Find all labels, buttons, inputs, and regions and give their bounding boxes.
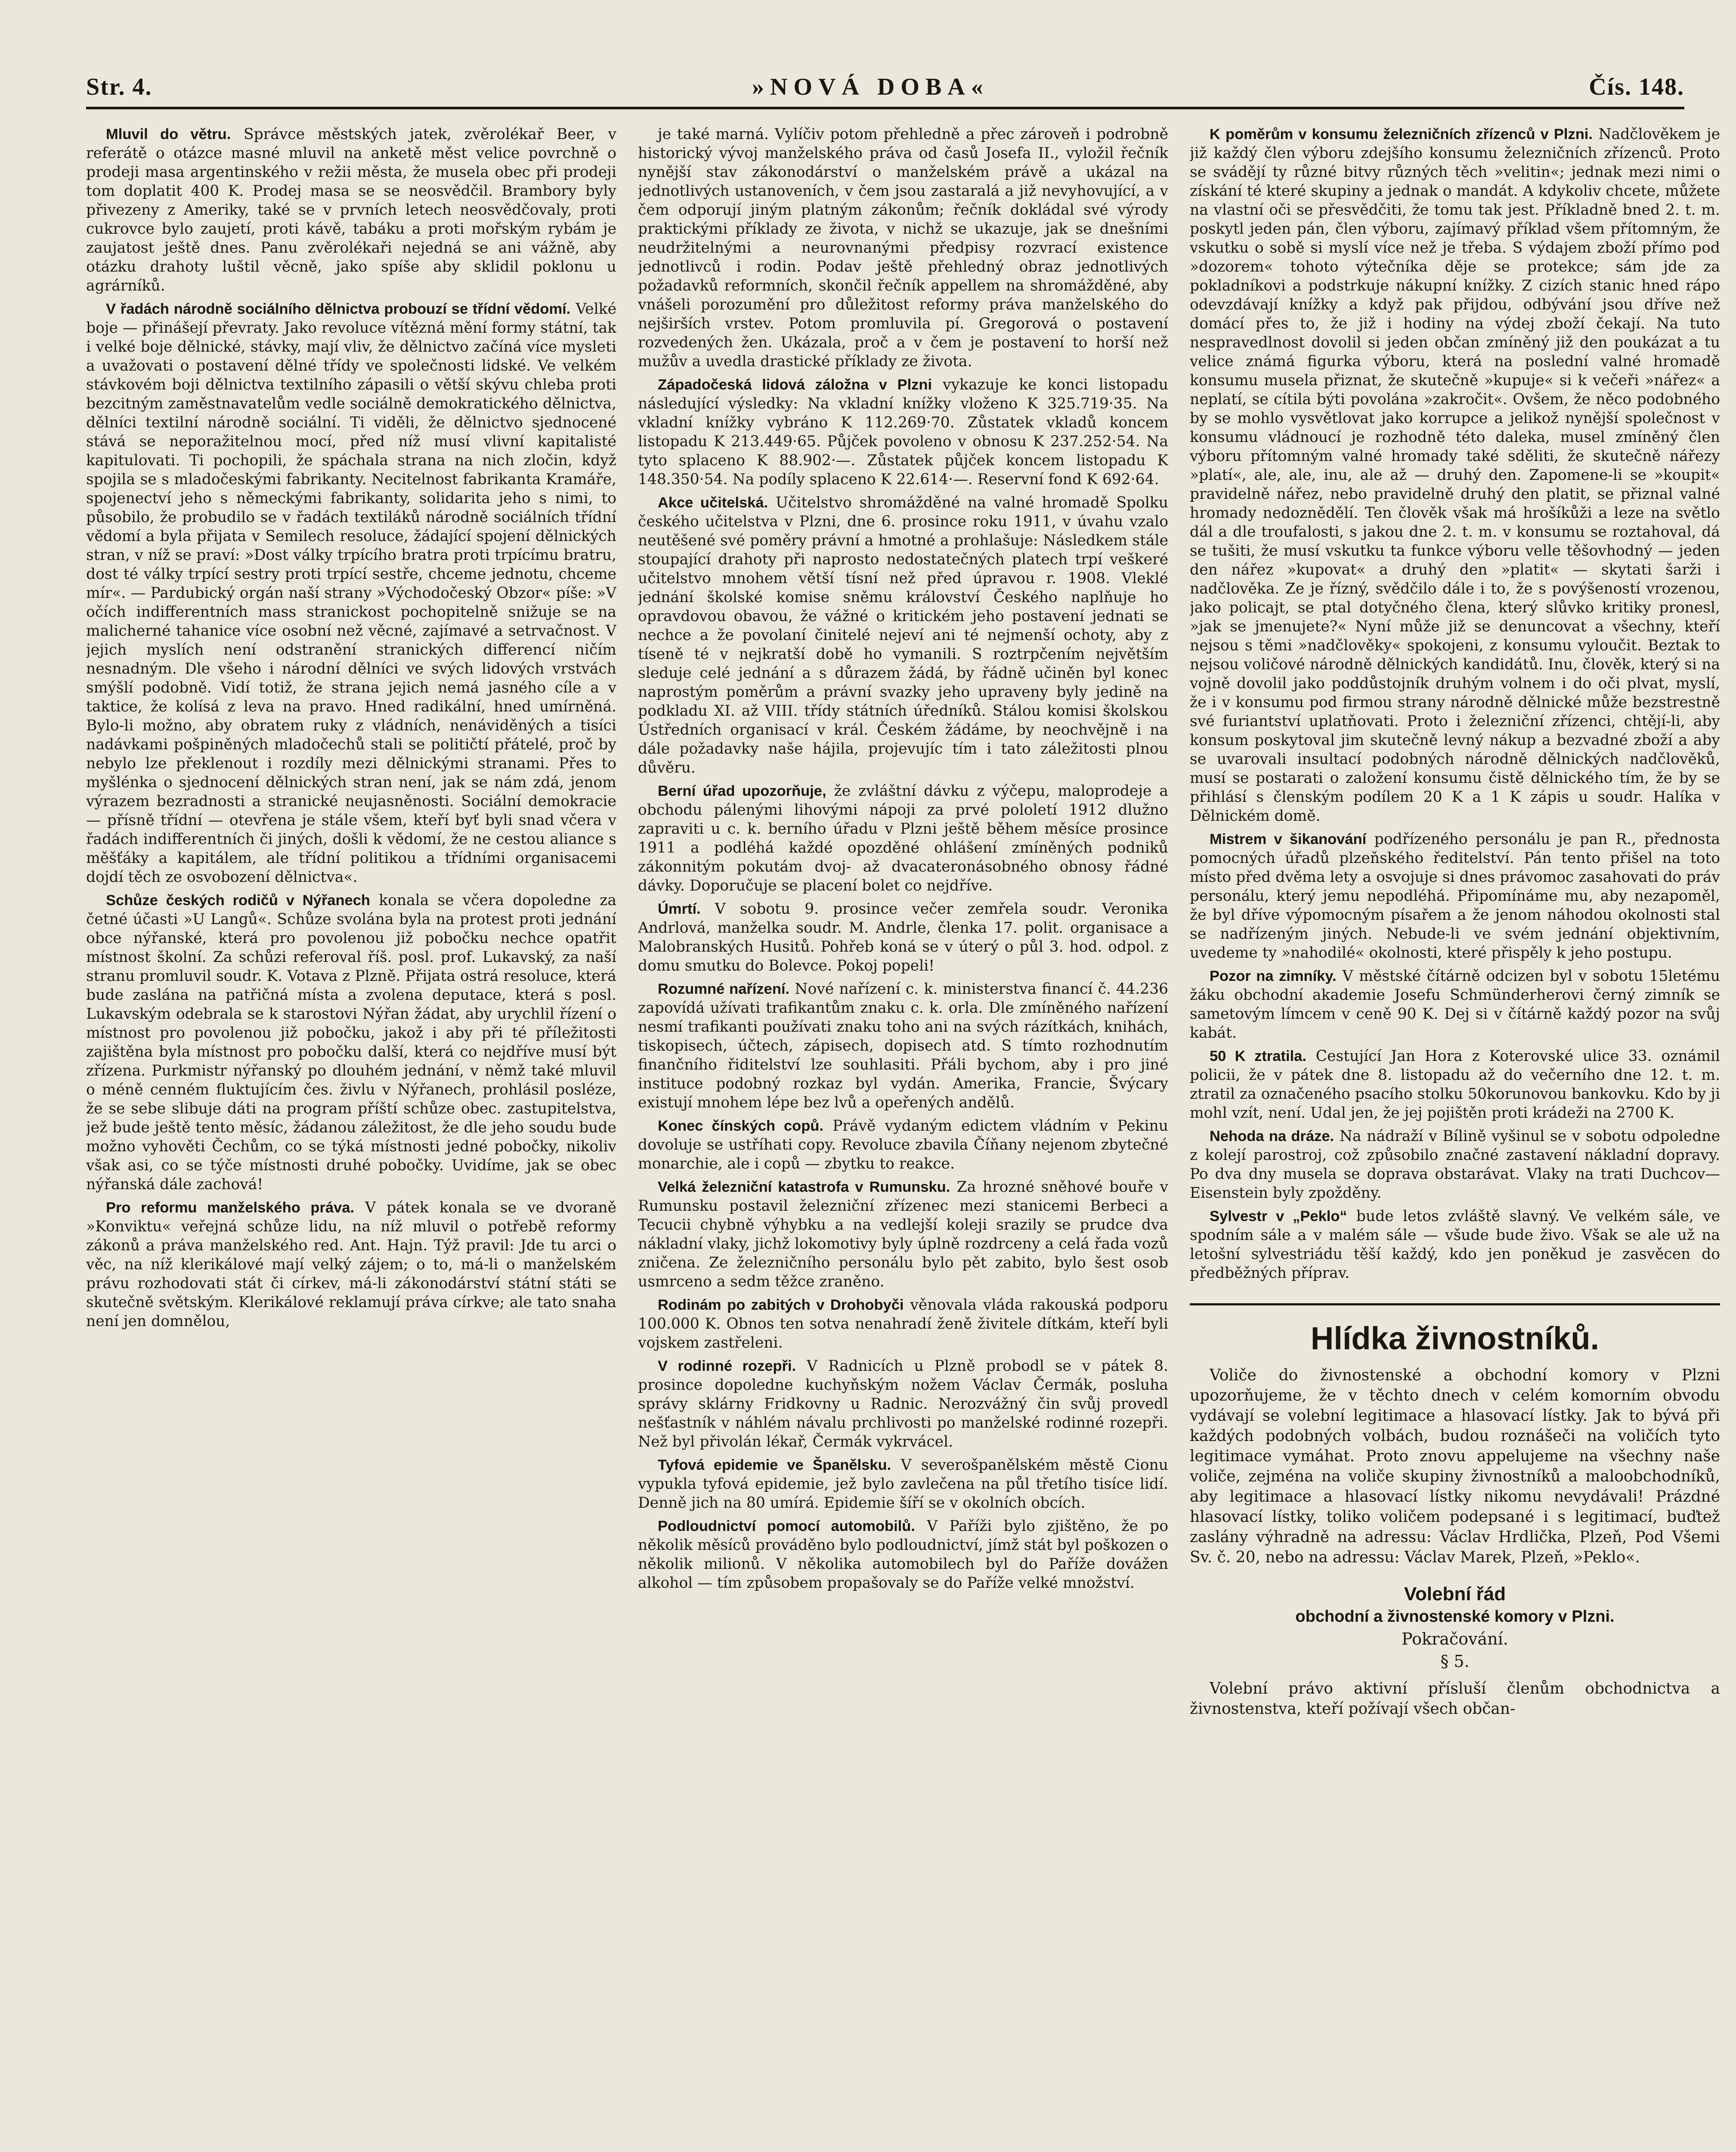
article-paragraph xyxy=(1190,1047,1720,1122)
article-text: bude letos zvláště slavný. Ve velkém sále, ve spodním sále a v malém sále — všude bude živo. Však se ale už na letošní sylvestriádu těší každý, kdo jen poněkud je zasvěcen do předběžných příprav. xyxy=(1190,1208,1720,1282)
article-text: Nové nařízení c. k. ministerstva financí č. 44.236 zapovídá užívati trafikantům znaku c. k. orla. Dle zmíněného nařízení nesmí trafikanti používati znaku toho ani na svých rázítkách, knihách, tiskopisech, účtech, zápisech, dopisech atd. S tímto rozhodnutím finančního řiditelství lze souhlasiti. Přáli bychom, aby i pro jiné instituce podobný rozkaz byl vydán. Amerika, Francie, Švýcary existují mnohem lépe bez lvů a opeřených andělů. xyxy=(638,980,1168,1111)
page-number: Str. 4. xyxy=(86,74,152,100)
article-text: Na nádraží v Bílině vyšinul se v sobotu odpoledne z kolejí parostroj, což způsobilo značné zastavení nákladní dopravy. Po dva dny musela se doprava obstarávat. Vlaky na trati Duchcov—Eisenstein byly zpožděny. xyxy=(1190,1128,1720,1202)
article-text: V Radnicích u Plzně probodl se v pátek 8. prosince dopoledne kuchyňským nožem Václav Čermák, posluha správy sklárny Fridkovny u Radnic. Nerozvážný čin svůj provedl nešťastník v náhlém návalu prchlivosti po manželské rodinné rozepři. Než byl přivolán lékař, Čermák vykrvácel. xyxy=(638,1357,1168,1450)
article-paragraph xyxy=(638,1116,1168,1173)
article-paragraph xyxy=(1190,125,1720,826)
article-heading: Mistrem v šikanování xyxy=(1210,831,1367,847)
section-title: Hlídka živnostníků. xyxy=(1190,1303,1720,1357)
article-paragraph xyxy=(638,1178,1168,1291)
column-3 xyxy=(1190,125,1720,2152)
article-paragraph xyxy=(638,1456,1168,1512)
article-paragraph xyxy=(1190,830,1720,962)
article xyxy=(1190,1207,1720,1283)
article-paragraph xyxy=(638,375,1168,489)
section-body xyxy=(1190,1365,1720,1568)
article xyxy=(86,891,616,1194)
article-paragraph xyxy=(638,1296,1168,1352)
article xyxy=(1190,1127,1720,1203)
order-subtitle: obchodní a živnostenské komory v Plzni. xyxy=(1295,1608,1615,1626)
article-paragraph xyxy=(638,125,1168,371)
article-heading: V řadách národně sociálního dělnictva probouzí se třídní vědomí. xyxy=(106,301,571,317)
article-heading: Schůze českých rodičů v Nýřanech xyxy=(106,892,371,909)
article xyxy=(86,125,616,295)
order-body xyxy=(1190,1679,1720,1719)
article-text: V Paříži bylo zjištěno, že po několik měsíců prováděno bylo podloudnictví, jímž stát byl poškozen o několik milionů. V několika automobilech byl do Paříže dovážen alkohol — tím způsobem propašovaly se do Paříže velké množství. xyxy=(638,1518,1168,1592)
article-heading: Pro reformu manželského práva. xyxy=(106,1200,355,1216)
column-1 xyxy=(86,125,616,2152)
article-text: Správce městských jatek, zvěrolékař Beer, v referátě o otázce masné mluvil na anketě měst velice povrchně o prodeji masa argentinského v režii města, že musela obec při prodeji tom doplatit 400 K. Prodej masa se se neosvědčil. Brambory byly přivezeny z Ameriky, také se v prvních letech neosvědčovaly, proti cukrovce bylo zaujetí, proti kávě, tabáku a proti mořským rybám je zaujatost ještě dnes. Panu zvěrolékaři nejedná se ani vážně, aby otázku drahoty luštil věcně, jako spíše aby sklidil poklonu u agrárníků. xyxy=(86,126,616,294)
article-text: Velké boje — přinášejí převraty. Jako revoluce vítězná mění formy státní, tak i velké boje dělnické, stávky, mají vliv, že dělnictvo začíná více mysleti a uvažovati o postavení dělné třídy ve společnosti lidské. Ve velkém stávkovém boji dělnictva textilního zápasili o větší skývu chleba proti bezcitným zaměstnavatelům vedle sociálně demokratického dělnictva, dělníci textilní národně sociální. Ti viděli, že dělnictvo sjednocené stává se neporažitelnou mocí, před níž musí vlivní kapitalisté kapitulovati. Ti pochopili, že spáchala strana na nich zločin, když spojila se s mladočeskými fabrikanty. Necitelnost fabrikanta Kramáře, spojenectví jeho s německými fabrikanty, solidarita jeho s nimi, to působilo, že probudilo se v řadách textiláků národně sociálních třídní vědomí a byla přijata v Semilech resoluce, žádající spojení dělnických stran, v níž se praví: »Dost války trpícího bratra proti trpícímu bratru, dost té války trpící sestry proti trpící sestře, chceme jednotu, chceme mír«. — Pardubický orgán naší strany »Východočeský Obzor« píše: »V očích indifferentních mass stranickost pochopitelně snižuje se na malicherné tahanice více osobní než věcné, zajímavé a setrvačnost. V jejich myslích není odstranění stranických differencí ničím nesnadným. Dle všeho i národní dělníci ve svých lidových vrstvách smýšlí podobně. Vidí totiž, že strana jejich nemá jasného cíle a v taktice, že kolísá z leva na pravo. Hned radikální, hned umírněná. Bylo-li možno, aby obratem ruky z vládních, nenáviděných a tisíci nadávkami pošpiněných mladočechů stali se političtí přátelé, proč by nebylo lze překlenout i rozdíly mezi dělnickými stranami. Přes to myšlénka o sjednocení dělnických stran není, jak se nám zdá, jenom výrazem bezradnosti a stranické neujasněnosti. Sociální demokracie — přísně třídní — otevřena je stále všem, kteří byť byli snad včera v řadách indifferentních či jiných, došli k vědomí, že ne cestou aliance s měšťáky a kapitálem, ale třídní politikou a třídními organisacemi dojdí těch ze osvobození dělnictva«. xyxy=(86,300,616,886)
article xyxy=(86,1198,616,1331)
article-text: že zvláštní dávku z výčepu, maloprodeje a obchodu pálenými lihovými nápoji za prvé pololetí 1912 dlužno zapraviti u c. k. berního úřadu v Plzni ještě během měsíce prosince 1911 a podléhá každé opozděné ohlášení zmíněných podniků zákonnitým pokutám dvoj- až dvacateronásobného obnosy řádné dávky. Doporučuje se placení bolet co nejdříve. xyxy=(638,782,1168,894)
order-title: Volební řád xyxy=(1404,1583,1506,1605)
article-paragraph xyxy=(86,300,616,887)
column-3-articles xyxy=(1190,125,1720,1283)
article xyxy=(638,1178,1168,1291)
article xyxy=(1190,830,1720,962)
article-heading: Západočeská lidová záložna v Plzni xyxy=(658,377,932,393)
article-heading: Rodinám po zabitých v Drohobyči xyxy=(658,1297,904,1313)
article-text: podřízeného personálu je pan R., přednosta pomocných úřadů plzeňského ředitelství. Pán tento přišel na toto místo před dvěma lety a osvojuje si dnes právomoc zasahovati do práv personálu, který jemu nepodléhá. Připomínáme mu, aby nezapoměl, že byl dříve výpomocným písařem a že jenom náhodou okolnosti stal se nadřízeným jiných. Nebude-li ve svém jednání objektivním, uvedeme ty »nahodilé« okolnosti, které přispěly k jeho postupu. xyxy=(1190,831,1720,962)
article-heading: Pozor na zimníky. xyxy=(1210,968,1337,984)
article-text: konala se včera dopoledne za četné účasti »U Langů«. Schůze svolána byla na protest proti jednání obce nýřanské, která pro povolenou již pobočku nechce opatřit místnost školní. Za schůzi referoval říš. posl. prof. Lukavský, za naší stranu promluvil soudr. K. Votava z Plzně. Přijata ostrá resoluce, která bude zaslána na patřičná místa a zvolena deputace, která s posl. Lukavským odebrala se k starostovi Nýřan žádat, aby urychlil řízení o místnost pro povolenou již pobočku, jakož i aby při té příležitosti zajištěna byla místnost pro pobočku další, která co nejdříve musí být zřízena. Purkmistr nýřanský po dlouhém jednání, v němž také mluvil o méně cenném fluktujícím čes. živlu v Nýřanech, prohlásil posléze, že se sebe slibuje dáti na program příští schůze obec. zastupitelstva, jež bude ještě tento měsíc, žádanou záležitost, že dle jeho soudu bude možno vyhověti Čechům, co se týká místnosti jedné pobočky, nikoliv však asi, co se týče místnosti druhé pobočky. Uvidíme, jak se obec nýřanská dále zachová! xyxy=(86,892,616,1193)
article xyxy=(638,125,1168,371)
article-paragraph xyxy=(1190,1207,1720,1283)
article xyxy=(638,980,1168,1112)
article xyxy=(638,1296,1168,1352)
article-heading: Nehoda na dráze. xyxy=(1210,1128,1334,1144)
article xyxy=(638,782,1168,895)
article-paragraph xyxy=(638,1357,1168,1451)
article-paragraph xyxy=(638,1517,1168,1592)
article-text: vykazuje ke konci listopadu následující výsledky: Na vkladní knížky vloženo K 325.719·35. Na vkladní knížky vybráno K 112.269·70. Zůstatek vkladů koncem listopadu K 213.449·65. Půjček povoleno v obnosu K 237.252·54. Na tyto splaceno K 88.902·—. Zůstatek půjček koncem listopadu K 148.350·54. Na podíly splaceno K 22.614·—. Reservní fond K 692·64. xyxy=(638,376,1168,488)
order-text: Volební právo aktivní přísluší členům obchodnictva a živnostenstva, kteří požívají všech občan- xyxy=(1190,1680,1720,1718)
article xyxy=(1190,125,1720,826)
article-text: Za hrozné sněhové bouře v Rumunsku postavil železniční zřízenec mezi stanicemi Berbeci a Tecucii chybně výhybku a na vedlejší koleji srazily se prudce dva nákladní vlaky, jichž lokomotivy byly úplně rozdrceny a celá řada vozů zničena. Ze železničního personálu bylo pět zabito, bylo šest osob usmrceno a sedm těžce zraněno. xyxy=(638,1178,1168,1290)
article-heading: K poměrům v konsumu železničních zřízenců v Plzni. xyxy=(1210,126,1593,142)
article-paragraph xyxy=(638,900,1168,975)
article-text: V pátek konala se ve dvoraně »Konviktu« veřejná schůze lidu, na níž mluvil o potřebě reformy zákonů a práva manželského red. Ant. Hajn. Týž pravil: Jde tu arci o věc, na níž klerikálové mají velký zájem; o to, má-li o manželském právu rozhodovati stát či církev, má-li zákonodárství státní státi se skutečně světským. Klerikálové reklamují práva církve; ale tato snaha není jen domnělou, xyxy=(86,1199,616,1330)
article-heading: V rodinné rozepři. xyxy=(658,1358,796,1374)
article-paragraph xyxy=(86,125,616,295)
article-text: Nadčlověkem je již každý člen výboru zdejšího konsumu železničních zřízenců. Proto se svádějí ty různé bitvy různých těch »velitin«; jednak mezi nimi o získání té které skupiny a jednak o mandát. A kdykoliv chcete, můžete na vlastní oči se přesvědčiti, že tomu tak jest. Příkladně bned 2. t. m. poskytl jeden pán, člen výboru, zajímavý příklad všem přítomným, že vskutku o sobě si myslí více než je třeba. S výdajem zboží přímo pod »dozorem« tohoto výtečníka děje se protekce; sám jde za pokladníkovi a podstrkuje nákupní knížky. Z cizích stanic hned rápo odevzdávají knížky a když pak přijdou, odbývání jsou dříve než domácí přes to, že již i hodiny na výdej zboží čekají. Na tuto nespravedlnost dovolil si jeden občan zmíněný již den poukázat a tu velice známá figurka výboru, která na poslední valné hromadě konsumu musela přiznat, že skutečně »kupuje« si k večeři »nářez« a neplatí, se cítila býti povolána »zakročit«. Ovšem, že něco podobného by se mohlo vysvětlovat jako korrupce a jelikož nynější společnost v konsumu vládnoucí je rozhodně této daleka, musel zmíněný člen výboru přítomným valné hromady také sděliti, že skutečně nářezy »platí«, ale, ale, inu, ale až — druhý den. Zapomene-li se »koupit« pravidelně nářez, nebo pravidelně druhý den platit, se přiznal valné hromady nedoznědělí. Ten člověk však má hrošíkůži a leze na světlo dál a dle troufalosti, s jakou dne 2. t. m. v konsumu se roztahoval, dá se tušiti, že musí vskutku ta funkce výboru velle těšovhodný — jeden den nářez »kupovat« a druhý den »platit« — skytati šarži i nadčlověka. Ze je řízný, svědčilo dále i to, že s povýšeností vrozenou, jako policajt, se ptal dotyčného člena, který slůvko kritiky pronesl, »jak se jmenujete?« Nyní může již se denuncovat a všechny, kteří nejsou s těmi »nadčlověky« spokojeni, z konsumu vyloučit. Beztak to nejsou voličové národně dělnických kandidátů. Inu, člověk, který si na vojně dovolil jako poddůstojník druhým volnem i do oči plvat, myslí, že i v konsumu pod firmou strany národně dělnické může bezstrestně své furiantství uplatňovati. Proto i železniční zřízenci, chtějí-li, aby konsum poskytoval jim skutečně levný nákup a bezvadné zboží a aby se uvarovali insultací podobných národně dělnických nadčlověků, musí se postarati o založení konsumu čistě dělnického tím, že by se přihlásí s členským podílem 20 K a 1 K zápis u soudr. Halíka v Dělnickém domě. xyxy=(1190,126,1720,825)
article-heading: Akce učitelská. xyxy=(658,495,768,511)
article-heading: Velká železniční katastrofa v Rumunsku. xyxy=(658,1179,950,1195)
article-heading: Rozumné nařízení. xyxy=(658,981,790,997)
article xyxy=(638,375,1168,489)
article-paragraph xyxy=(86,1198,616,1331)
article-heading: Berní úřad upozorňuje, xyxy=(658,783,826,799)
article-text: V sobotu 9. prosince večer zemřela soudr. Veronika Andrlová, manželka soudr. M. Andrle, členka 17. polit. organisace a Malobranských Husitů. Pohřeb koná se v úterý o půl 3. hod. odpol. z domu smutku do Bolevce. Pokoj popeli! xyxy=(638,900,1168,974)
article-heading: Podloudnictví pomocí automobilů. xyxy=(658,1518,915,1534)
article-text: Právě vydaným edictem vládním v Pekinu dovoluje se ustříhati copy. Revoluce zbavila Číňany nejenom zbytečné monarchie, ale i copů — zbytku to reakce. xyxy=(638,1117,1168,1172)
article xyxy=(86,300,616,887)
article-heading: Mluvil do větru. xyxy=(106,126,231,142)
trades-section xyxy=(1190,1303,1720,1568)
election-order-heading xyxy=(1190,1583,1720,1673)
order-continued: Pokračování. xyxy=(1402,1629,1508,1648)
article-text: Cestující Jan Hora z Koterovské ulice 33. oznámil policii, že v pátek dne 8. listopadu až do večerního dne 12. t. m. ztratil za označeného psacího stolku 50korunovou bankovku. Kdo by ji mohl vzít, není. Udal jen, že jej pojištěn proti krádeži na 2700 K. xyxy=(1190,1048,1720,1122)
article-text: Učitelstvo shromážděné na valné hromadě Spolku českého učitelstva v Plzni, dne 6. prosince roku 1911, v úvahu vzalo neutěšené své poměry právní a hmotné a prohlašuje: Následkem stále stoupající drahoty při naprosto nedostatečných platech trpí veškeré učitelstvo mnohem větší tísní než před úpravou r. 1908. Vleklé jednání školské komise sněmu království Českého naplňuje ho opravdovou obavou, že vážné o kritickém jeho postavení jednati se nechce a že povolaní činitelé nejeví ani té nejmenší ochoty, aby z tíseně té v nejkratší době ho vymanili. S roztrpčením největším sleduje celé jednání a s důrazem žádá, by řádně učiněn byl konec naprostým poměrům a právní svazky jeho upraveny byly jedině na podkladu XI. až VIII. třídy státních úředníků. Stálou komisi školskou Ústředních organisací v král. Českém žádáme, by neochvějně i na dále požadavky naše hájila, projevujíc tím i tato záležitosti plnou důvěru. xyxy=(638,494,1168,776)
article-heading: Konec čínských copů. xyxy=(658,1118,823,1134)
running-head xyxy=(86,73,1684,109)
article xyxy=(638,1517,1168,1592)
section-paragraph: Voliče do živnostenské a obchodní komory v Plzni upozorňujeme, že v těchto dnech v celém komorním obvodu vydávají se volební legitimace a hlasovací lístky. Jak to bývá při každých podobných volbách, budou roznášeči na voličích tyto legitimace vymáhat. Proto znovu appelujeme na všechny naše voliče, zejména na voliče skupiny živnostníků a maloobchodníků, aby legitimace a hlasovací lístky nikomu nevydávali! Prázdné hlasovací lístky, toliko voličem podepsané i s legitimací, buďtež zaslány výhradně na adressu: Václav Hrdlička, Plzeň, Pod Všemi Sv. č. 20, nebo na adressu: Václav Marek, Plzeň, »Peklo«. xyxy=(1190,1367,1720,1566)
article xyxy=(638,1456,1168,1512)
column-2 xyxy=(638,125,1168,2152)
article-text: je také marná. Vylíčiv potom přehledně a přec zároveň i podrobně historický vývoj manželského práva od časů Josefa II., vyložil řečník nynější stav zákonodárství o manželském právě a ukázal na jednotlivých ustanoveních, v čem jsou zastaralá a již nevyhovující, a v čem odporují jiným platným zákonům; řečník dokládal své výrody praktickými příklady ze života, v nichž se ukazuje, jak se dnešními neudržitelnými a neurovnanými předpisy rozvrací existence jednotlivců i rodin. Podav ještě přehledný obraz jednotlivých požadavků reformních, skončil řečník appellem na shromážděné, aby vnášeli porozumění pro důležitost reformy práva manželského do nejširších vrstev. Potom promluvila pí. Gregorová o postavení rozvedených žen. Ukázala, proč a v čem je postavení to horší než mužův a uvedla drastické příklady ze života. xyxy=(638,126,1168,370)
article-heading: Sylvestr v „Peklo“ xyxy=(1210,1208,1347,1224)
article xyxy=(638,493,1168,777)
article-heading: Úmrtí. xyxy=(658,901,701,917)
article xyxy=(638,1357,1168,1451)
article xyxy=(638,900,1168,975)
article-paragraph xyxy=(638,493,1168,777)
article-text: V městské čítárně odcizen byl v sobotu 15letému žáku obchodní akademie Josefu Schmünderherovi černý zimník se sametovým límcem v ceně 90 K. Dej si v čítárně každý pozor na svůj kabát. xyxy=(1190,968,1720,1042)
article-paragraph xyxy=(86,891,616,1194)
article xyxy=(1190,967,1720,1042)
article xyxy=(1190,1047,1720,1122)
issue-number: Čís. 148. xyxy=(1589,74,1684,100)
masthead: »NOVÁ DOBA« xyxy=(752,74,989,100)
article-paragraph xyxy=(638,782,1168,895)
article-text: V severošpanělském městě Cionu vypukla tyfová epidemie, jež bylo zavlečena na půl třetího tisíce lidí. Denně jich na 80 umírá. Epidemie šíří se v okolních obcích. xyxy=(638,1456,1168,1512)
article-paragraph xyxy=(1190,967,1720,1042)
article-paragraph xyxy=(1190,1127,1720,1203)
columns xyxy=(86,125,1720,2152)
order-paragraph-number: § 5. xyxy=(1440,1652,1470,1671)
article-heading: 50 K ztratila. xyxy=(1210,1048,1306,1064)
article-heading: Tyfová epidemie ve Španělsku. xyxy=(658,1457,891,1473)
article xyxy=(638,1116,1168,1173)
article-paragraph xyxy=(638,980,1168,1112)
article-text: věnovala vláda rakouská podporu 100.000 K. Obnos ten sotva nenahradí ženě živitele dítkám, kteří byli vojskem zastřeleni. xyxy=(638,1296,1168,1351)
